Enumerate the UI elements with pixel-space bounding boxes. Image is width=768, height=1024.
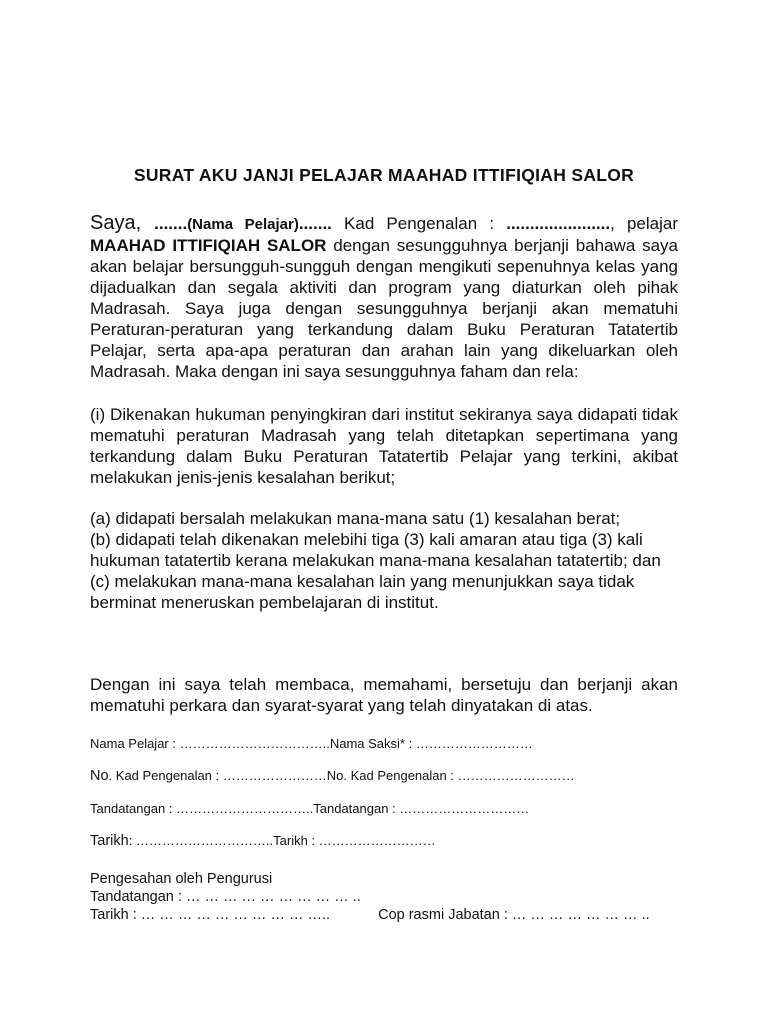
intro-dots-3: ......................	[506, 214, 611, 233]
document-title: SURAT AKU JANJI PELAJAR MAAHAD ITTIFIQIAH SALOR	[133, 165, 635, 185]
intro-saya-first: S	[90, 212, 104, 234]
intro-paragraph	[90, 213, 678, 382]
tarikh-pelajar-label: Tarikh	[90, 833, 129, 849]
pengesahan-tandatangan-field: Tandatangan : … … … … … … … … … ..	[90, 889, 361, 905]
clause-i-text: (i) Dikenakan hukuman penyingkiran dari institut sekiranya saya didapati tidak mematuhi peraturan Madrasah yang telah ditetapkan sepertimana yang terkandung dalam Buku Peraturan Tatatertib Pelajar yang terkini, akibat melakukan jenis-jenis kesalahan berikut;	[90, 405, 678, 487]
form-row-nama	[90, 736, 533, 751]
clause-i	[90, 404, 678, 488]
intro-dots-2: .......	[298, 214, 332, 233]
form-row-tandatangan	[90, 801, 529, 816]
nama-saksi-field: Nama Saksi* : ………………………	[329, 736, 533, 751]
pengesahan-tarikh-row	[90, 906, 650, 924]
clause-list	[90, 508, 678, 613]
kad-pengenalan-saksi-field: No. Kad Pengenalan : ………………………	[326, 768, 575, 783]
declaration-text: Dengan ini saya telah membaca, memahami, bersetuju dan berjanji akan mematuhi perkara dan syarat-syarat yang telah dinyatakan di atas.	[90, 675, 678, 715]
form-row-tarikh	[90, 833, 436, 849]
intro-school-name: MAAHAD ITTIFIQIAH SALOR	[90, 236, 327, 255]
intro-dots-1: .......	[154, 214, 188, 233]
clause-b-text: (b) didapati telah dikenakan melebihi tiga (3) kali amaran atau tiga (3) kali hukuman tatatertib kerana melakukan mana-mana kesalahan tatatertib; dan	[90, 530, 661, 570]
intro-nama-pelajar: (Nama Pelajar)	[187, 216, 299, 233]
kad-no-label: No	[90, 768, 109, 784]
pengesahan-tarikh-field: Tarikh : … … … … … … … … … …..	[90, 907, 331, 923]
nama-pelajar-field: Nama Pelajar : ……………………………..	[90, 736, 330, 751]
intro-after-kad: , pelajar	[610, 214, 679, 233]
pengesahan-block	[90, 870, 650, 924]
tandatangan-pelajar-field: Tandatangan : …………………………..	[90, 801, 314, 816]
clause-a-text: (a) didapati bersalah melakukan mana-mana satu (1) kesalahan berat;	[90, 509, 621, 528]
intro-rest: dengan sesungguhnya berjanji bahawa saya akan belajar bersungguh-sungguh dengan mengikuti sepenuhnya kelas yang dijadualkan dan segala aktiviti dan program yang diaturkan oleh pihak Madrasah. Saya juga dengan sesungguhnya berjanji akan mematuhi Peraturan-peraturan yang terkandung dalam Buku Peraturan Tatatertib Pelajar, serta apa-apa peraturan dan arahan lain yang dikeluarkan oleh Madrasah. Maka dengan ini saya sesungguhnya faham dan rela:	[90, 236, 678, 381]
declaration	[90, 674, 678, 716]
tarikh-saksi-field: Tarikh : ………………………	[273, 833, 436, 848]
intro-kad-text: Kad Pengenalan :	[331, 214, 507, 233]
cop-rasmi-field: Cop rasmi Jabatan : … … … … … … … ..	[378, 907, 650, 923]
pengesahan-heading: Pengesahan oleh Pengurusi	[90, 871, 273, 887]
tarikh-pelajar-field: : …………………………..	[128, 833, 274, 848]
clause-c-text: (c) melakukan mana-mana kesalahan lain yang menunjukkan saya tidak berminat meneruskan pembelajaran di institut.	[90, 572, 635, 612]
intro-saya-rest: aya,	[103, 212, 155, 234]
tandatangan-saksi-field: Tandatangan : …………………………	[313, 801, 530, 816]
form-row-kad	[90, 768, 575, 784]
kad-pengenalan-pelajar-field: . Kad Pengenalan : ……………………	[108, 768, 327, 783]
